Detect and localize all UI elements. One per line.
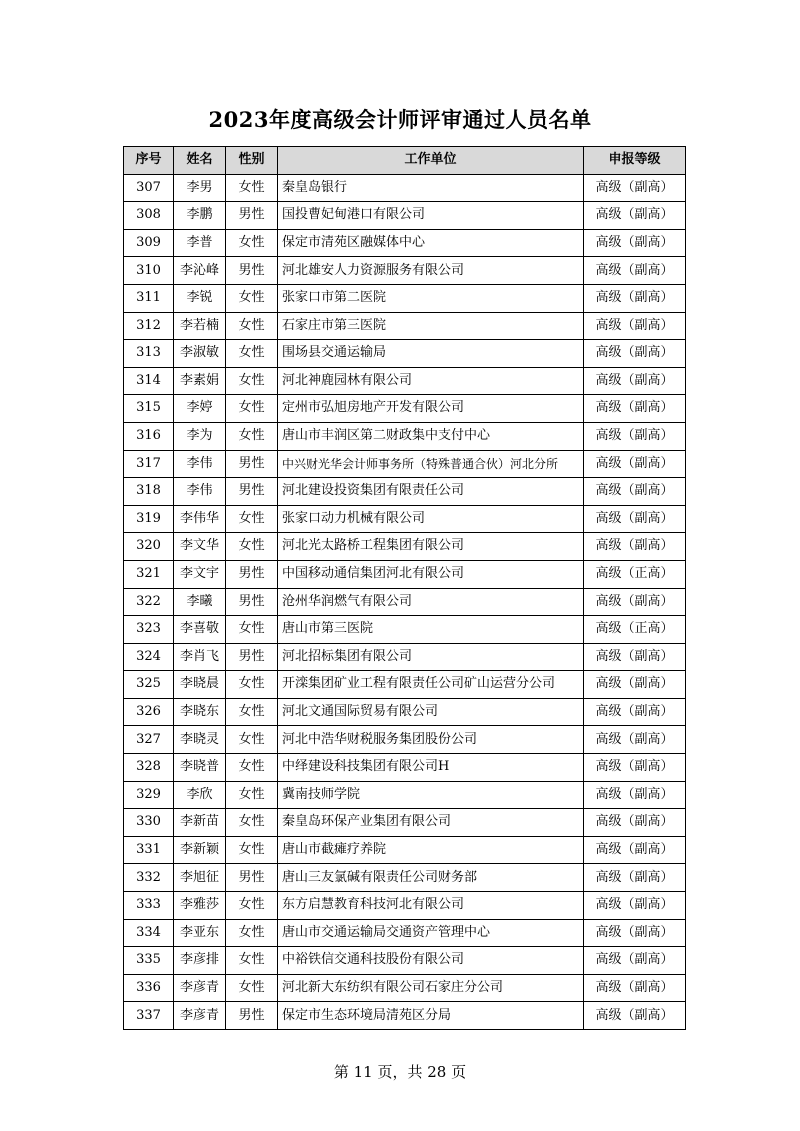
- cell-level: 高级（正高）: [584, 616, 686, 644]
- cell-gender: 男性: [226, 257, 278, 285]
- cell-workplace: 石家庄市第三医院: [278, 312, 584, 340]
- table-row: [124, 698, 686, 726]
- header-workplace: 工作单位: [278, 147, 584, 175]
- cell-serial: 312: [124, 312, 174, 340]
- cell-gender: 女性: [226, 395, 278, 423]
- cell-serial: 313: [124, 340, 174, 368]
- cell-name: 李晓东: [174, 698, 226, 726]
- table-row: [124, 478, 686, 506]
- cell-level: 高级（副高）: [584, 781, 686, 809]
- table-row: [124, 726, 686, 754]
- cell-serial: 317: [124, 450, 174, 478]
- cell-workplace: 河北神鹿园林有限公司: [278, 367, 584, 395]
- cell-gender: 男性: [226, 450, 278, 478]
- cell-serial: 333: [124, 892, 174, 920]
- cell-gender: 女性: [226, 174, 278, 202]
- cell-name: 李素娟: [174, 367, 226, 395]
- table-row: [124, 836, 686, 864]
- cell-workplace: 唐山市交通运输局交通资产管理中心: [278, 919, 584, 947]
- cell-name: 李彦青: [174, 1002, 226, 1030]
- cell-gender: 女性: [226, 505, 278, 533]
- cell-serial: 327: [124, 726, 174, 754]
- cell-name: 李雅莎: [174, 892, 226, 920]
- cell-level: 高级（副高）: [584, 174, 686, 202]
- cell-gender: 女性: [226, 671, 278, 699]
- table-row: [124, 588, 686, 616]
- cell-gender: 女性: [226, 754, 278, 782]
- cell-level: 高级（副高）: [584, 450, 686, 478]
- cell-serial: 310: [124, 257, 174, 285]
- cell-gender: 女性: [226, 367, 278, 395]
- cell-serial: 330: [124, 809, 174, 837]
- cell-workplace: 唐山市截瘫疗养院: [278, 836, 584, 864]
- cell-workplace: 张家口动力机械有限公司: [278, 505, 584, 533]
- table-row: [124, 974, 686, 1002]
- cell-level: 高级（副高）: [584, 947, 686, 975]
- cell-name: 李亚东: [174, 919, 226, 947]
- cell-serial: 309: [124, 229, 174, 257]
- cell-serial: 334: [124, 919, 174, 947]
- cell-level: 高级（副高）: [584, 367, 686, 395]
- cell-name: 李普: [174, 229, 226, 257]
- cell-serial: 325: [124, 671, 174, 699]
- page-footer: 第 11 页，共 28 页: [333, 1063, 467, 1081]
- table-row: [124, 257, 686, 285]
- cell-level: 高级（副高）: [584, 864, 686, 892]
- cell-workplace: 开滦集团矿业工程有限责任公司矿山运营分公司: [278, 671, 584, 699]
- cell-level: 高级（副高）: [584, 919, 686, 947]
- table-row: [124, 422, 686, 450]
- header-gender: 性别: [226, 147, 278, 175]
- table-row: [124, 202, 686, 230]
- cell-name: 李晓灵: [174, 726, 226, 754]
- cell-gender: 女性: [226, 533, 278, 561]
- cell-serial: 336: [124, 974, 174, 1002]
- cell-serial: 332: [124, 864, 174, 892]
- table-row: [124, 450, 686, 478]
- cell-gender: 女性: [226, 809, 278, 837]
- cell-serial: 321: [124, 560, 174, 588]
- cell-name: 李男: [174, 174, 226, 202]
- cell-gender: 女性: [226, 726, 278, 754]
- table-row: [124, 864, 686, 892]
- cell-level: 高级（副高）: [584, 202, 686, 230]
- cell-workplace: 保定市清苑区融媒体中心: [278, 229, 584, 257]
- cell-name: 李若楠: [174, 312, 226, 340]
- table-row: [124, 781, 686, 809]
- table-row: [124, 533, 686, 561]
- cell-serial: 316: [124, 422, 174, 450]
- header-name: 姓名: [174, 147, 226, 175]
- cell-serial: 328: [124, 754, 174, 782]
- cell-workplace: 河北雄安人力资源服务有限公司: [278, 257, 584, 285]
- cell-workplace: 中绎建设科技集团有限公司H: [278, 754, 584, 782]
- cell-level: 高级（副高）: [584, 698, 686, 726]
- cell-serial: 326: [124, 698, 174, 726]
- table-row: [124, 560, 686, 588]
- cell-workplace: 冀南技师学院: [278, 781, 584, 809]
- cell-gender: 女性: [226, 284, 278, 312]
- cell-name: 李曦: [174, 588, 226, 616]
- cell-gender: 女性: [226, 892, 278, 920]
- cell-name: 李新颖: [174, 836, 226, 864]
- cell-serial: 319: [124, 505, 174, 533]
- table-row: [124, 892, 686, 920]
- cell-workplace: 国投曹妃甸港口有限公司: [278, 202, 584, 230]
- cell-workplace: 唐山三友氯碱有限责任公司财务部: [278, 864, 584, 892]
- table-row: [124, 340, 686, 368]
- cell-level: 高级（副高）: [584, 892, 686, 920]
- document-title: 2023年度高级会计师评审通过人员名单: [208, 107, 592, 132]
- cell-serial: 329: [124, 781, 174, 809]
- cell-workplace: 中兴财光华会计师事务所（特殊普通合伙）河北分所: [278, 450, 584, 478]
- table-row: [124, 174, 686, 202]
- cell-gender: 女性: [226, 974, 278, 1002]
- cell-workplace: 保定市生态环境局清苑区分局: [278, 1002, 584, 1030]
- cell-workplace: 秦皇岛银行: [278, 174, 584, 202]
- cell-serial: 307: [124, 174, 174, 202]
- cell-level: 高级（副高）: [584, 533, 686, 561]
- table-row: [124, 505, 686, 533]
- cell-serial: 314: [124, 367, 174, 395]
- table-row: [124, 229, 686, 257]
- cell-gender: 男性: [226, 478, 278, 506]
- table-row: [124, 947, 686, 975]
- cell-gender: 女性: [226, 312, 278, 340]
- cell-name: 李伟: [174, 478, 226, 506]
- table-row: [124, 616, 686, 644]
- cell-level: 高级（副高）: [584, 229, 686, 257]
- cell-level: 高级（副高）: [584, 588, 686, 616]
- cell-level: 高级（副高）: [584, 671, 686, 699]
- cell-level: 高级（副高）: [584, 422, 686, 450]
- cell-serial: 323: [124, 616, 174, 644]
- cell-workplace: 河北新大东纺织有限公司石家庄分公司: [278, 974, 584, 1002]
- cell-gender: 女性: [226, 229, 278, 257]
- table-body: [124, 174, 686, 1029]
- cell-name: 李文宇: [174, 560, 226, 588]
- cell-serial: 320: [124, 533, 174, 561]
- cell-name: 李肖飞: [174, 643, 226, 671]
- cell-serial: 308: [124, 202, 174, 230]
- cell-serial: 331: [124, 836, 174, 864]
- cell-level: 高级（副高）: [584, 505, 686, 533]
- cell-workplace: 河北中浩华财税服务集团股份公司: [278, 726, 584, 754]
- header-serial: 序号: [124, 147, 174, 175]
- cell-gender: 女性: [226, 836, 278, 864]
- cell-level: 高级（副高）: [584, 257, 686, 285]
- cell-gender: 女性: [226, 422, 278, 450]
- cell-workplace: 唐山市第三医院: [278, 616, 584, 644]
- cell-gender: 女性: [226, 616, 278, 644]
- cell-name: 李锐: [174, 284, 226, 312]
- header-level: 申报等级: [584, 147, 686, 175]
- cell-workplace: 东方启慧教育科技河北有限公司: [278, 892, 584, 920]
- cell-name: 李婷: [174, 395, 226, 423]
- cell-name: 李旭征: [174, 864, 226, 892]
- cell-gender: 男性: [226, 560, 278, 588]
- cell-workplace: 河北招标集团有限公司: [278, 643, 584, 671]
- table-row: [124, 312, 686, 340]
- cell-workplace: 中裕铁信交通科技股份有限公司: [278, 947, 584, 975]
- table-row: [124, 809, 686, 837]
- cell-workplace: 秦皇岛环保产业集团有限公司: [278, 809, 584, 837]
- cell-gender: 男性: [226, 864, 278, 892]
- cell-level: 高级（副高）: [584, 726, 686, 754]
- cell-gender: 女性: [226, 340, 278, 368]
- cell-serial: 318: [124, 478, 174, 506]
- cell-workplace: 中国移动通信集团河北有限公司: [278, 560, 584, 588]
- table-row: [124, 919, 686, 947]
- cell-workplace: 唐山市丰润区第二财政集中支付中心: [278, 422, 584, 450]
- table-row: [124, 367, 686, 395]
- cell-name: 李沁峰: [174, 257, 226, 285]
- cell-workplace: 河北光太路桥工程集团有限公司: [278, 533, 584, 561]
- cell-level: 高级（副高）: [584, 340, 686, 368]
- cell-name: 李喜敬: [174, 616, 226, 644]
- cell-workplace: 定州市弘旭房地产开发有限公司: [278, 395, 584, 423]
- cell-name: 李为: [174, 422, 226, 450]
- cell-name: 李淑敏: [174, 340, 226, 368]
- cell-name: 李欣: [174, 781, 226, 809]
- cell-name: 李晓普: [174, 754, 226, 782]
- cell-name: 李文华: [174, 533, 226, 561]
- cell-gender: 女性: [226, 947, 278, 975]
- cell-gender: 女性: [226, 698, 278, 726]
- cell-level: 高级（副高）: [584, 312, 686, 340]
- cell-level: 高级（副高）: [584, 809, 686, 837]
- cell-gender: 男性: [226, 1002, 278, 1030]
- cell-workplace: 围场县交通运输局: [278, 340, 584, 368]
- cell-serial: 324: [124, 643, 174, 671]
- cell-level: 高级（正高）: [584, 560, 686, 588]
- table-row: [124, 1002, 686, 1030]
- cell-serial: 322: [124, 588, 174, 616]
- personnel-table: [123, 146, 686, 1030]
- cell-level: 高级（副高）: [584, 284, 686, 312]
- cell-name: 李伟华: [174, 505, 226, 533]
- cell-name: 李鹏: [174, 202, 226, 230]
- cell-serial: 335: [124, 947, 174, 975]
- cell-serial: 337: [124, 1002, 174, 1030]
- cell-gender: 男性: [226, 643, 278, 671]
- cell-gender: 男性: [226, 588, 278, 616]
- cell-name: 李晓晨: [174, 671, 226, 699]
- cell-gender: 女性: [226, 781, 278, 809]
- cell-serial: 311: [124, 284, 174, 312]
- table-row: [124, 671, 686, 699]
- cell-workplace: 河北建设投资集团有限责任公司: [278, 478, 584, 506]
- cell-serial: 315: [124, 395, 174, 423]
- cell-level: 高级（副高）: [584, 754, 686, 782]
- cell-gender: 女性: [226, 919, 278, 947]
- cell-level: 高级（副高）: [584, 395, 686, 423]
- cell-level: 高级（副高）: [584, 1002, 686, 1030]
- cell-level: 高级（副高）: [584, 643, 686, 671]
- cell-workplace: 沧州华润燃气有限公司: [278, 588, 584, 616]
- table-row: [124, 643, 686, 671]
- cell-name: 李彦青: [174, 974, 226, 1002]
- cell-level: 高级（副高）: [584, 836, 686, 864]
- cell-name: 李彦排: [174, 947, 226, 975]
- cell-name: 李新苗: [174, 809, 226, 837]
- cell-gender: 男性: [226, 202, 278, 230]
- cell-workplace: 张家口市第二医院: [278, 284, 584, 312]
- table-row: [124, 395, 686, 423]
- cell-name: 李伟: [174, 450, 226, 478]
- table-row: [124, 284, 686, 312]
- table-row: [124, 754, 686, 782]
- cell-level: 高级（副高）: [584, 478, 686, 506]
- table-header-row: [124, 147, 686, 175]
- cell-level: 高级（副高）: [584, 974, 686, 1002]
- cell-workplace: 河北文通国际贸易有限公司: [278, 698, 584, 726]
